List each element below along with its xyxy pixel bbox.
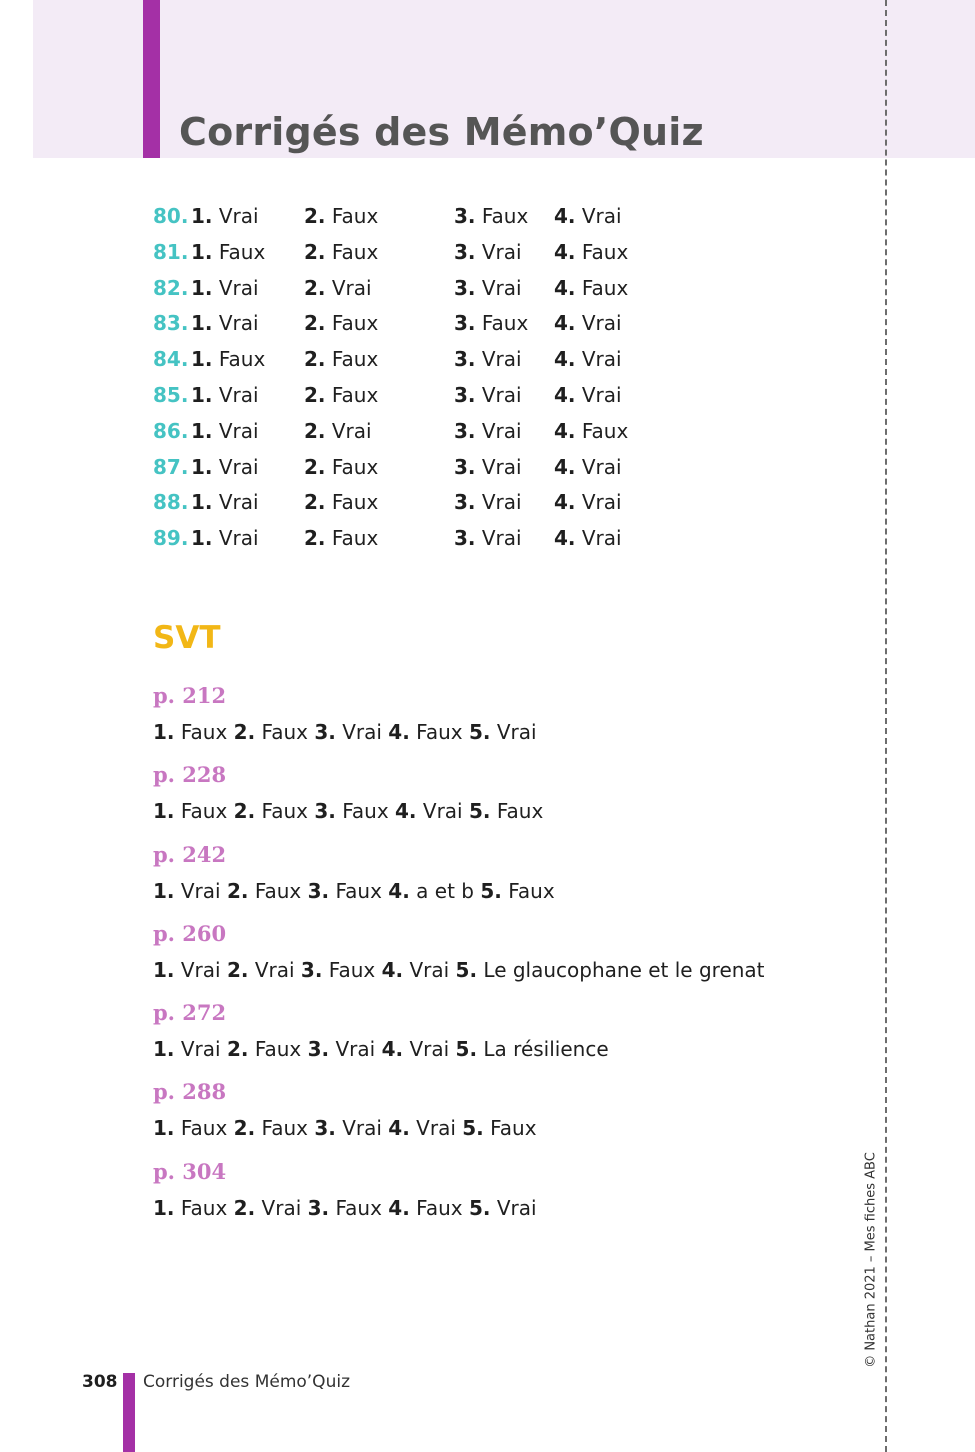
item-number: 2. (233, 1195, 256, 1220)
item-number: 2. (304, 347, 326, 372)
svt-answer-line (153, 875, 765, 907)
answer-value: Faux (581, 275, 629, 300)
item-number: 3. (307, 1037, 330, 1062)
answer-cell (191, 486, 259, 518)
answer-value: Vrai (481, 382, 522, 407)
answer-value: Vrai (335, 1037, 376, 1062)
answer-value: Faux (331, 490, 379, 515)
item-number: 2. (233, 1116, 256, 1141)
page-reference: p. 288 (153, 1079, 227, 1105)
item-number: 4. (388, 1116, 410, 1141)
page-title: Corrigés des Mémo’Quiz (179, 110, 704, 154)
item-number: 1. (153, 878, 175, 903)
page-reference: p. 272 (153, 1000, 227, 1026)
answer-value: Vrai (481, 526, 522, 551)
answer-value: Faux (261, 799, 308, 824)
item-number: 1. (191, 204, 213, 228)
svt-block (153, 680, 765, 759)
item-number: 1. (191, 490, 213, 515)
answer-value: Vrai (218, 490, 259, 515)
answer-value: Vrai (218, 275, 259, 300)
svt-block (153, 918, 765, 997)
svt-answer-line (153, 1192, 765, 1224)
item-number: 4. (554, 239, 576, 264)
answer-cell (191, 307, 259, 339)
answer-value: Faux (331, 204, 379, 228)
item-number: 2. (226, 957, 249, 982)
question-number: 86. (153, 418, 189, 443)
answer-cell (304, 486, 378, 518)
answer-value: Faux (496, 799, 544, 824)
item-number: 2. (304, 454, 326, 479)
item-number: 1. (153, 1037, 175, 1062)
answer-cell (454, 415, 522, 447)
answer-cell (454, 486, 522, 518)
answer-cell (304, 200, 378, 232)
item-number: 2. (233, 799, 256, 824)
item-number: 4. (388, 1195, 410, 1220)
answer-value: Vrai (409, 957, 450, 982)
answer-value: Vrai (409, 1037, 450, 1062)
svt-answer-list (153, 680, 765, 1235)
answer-value: Vrai (342, 1116, 382, 1141)
item-number: 3. (307, 1195, 330, 1220)
answer-value: Faux (481, 311, 529, 336)
answer-value: Faux (218, 239, 266, 264)
answer-value: Faux (581, 239, 629, 264)
svt-answer-line (153, 954, 765, 986)
answer-value: Faux (328, 957, 376, 982)
svt-answer-line (153, 1033, 765, 1065)
item-number: 4. (381, 957, 404, 982)
answer-value: Vrai (416, 1116, 456, 1141)
question-number: 84. (153, 347, 189, 372)
answer-value: Vrai (481, 418, 522, 443)
answer-cell (454, 307, 528, 339)
item-number: 3. (307, 878, 330, 903)
item-number: 4. (388, 720, 410, 744)
item-number: 3. (454, 382, 476, 407)
answer-value: Vrai (180, 878, 221, 903)
item-number: 3. (314, 1116, 336, 1141)
item-number: 5. (468, 799, 491, 824)
answer-value: Vrai (581, 526, 622, 551)
item-number: 3. (314, 720, 336, 744)
item-number: 4. (554, 526, 576, 551)
answer-value: Vrai (218, 454, 259, 479)
item-number: 1. (153, 1195, 175, 1220)
answer-value: Vrai (218, 204, 259, 228)
answer-cell (554, 236, 628, 268)
item-number: 4. (381, 1037, 404, 1062)
answer-cell (554, 200, 622, 232)
answer-cell (304, 343, 378, 375)
answer-value: Faux (331, 526, 379, 551)
answer-value: Faux (481, 204, 529, 228)
item-number: 1. (191, 239, 213, 264)
answer-value: Vrai (481, 454, 522, 479)
answer-value: Vrai (496, 1195, 537, 1220)
answer-value: Vrai (218, 526, 259, 551)
answer-value: Faux (581, 418, 629, 443)
answer-cell (304, 415, 372, 447)
answer-cell (304, 522, 378, 554)
item-number: 1. (153, 1116, 175, 1141)
svt-block (153, 759, 765, 838)
answer-cell (304, 451, 378, 483)
answer-value: Vrai (481, 490, 522, 515)
answer-cell (304, 236, 378, 268)
answer-value: Vrai (581, 347, 622, 372)
answer-cell (304, 379, 378, 411)
answer-cell (454, 522, 522, 554)
item-number: 1. (191, 311, 213, 336)
answer-cell (554, 307, 622, 339)
item-number: 2. (304, 526, 326, 551)
item-number: 5. (462, 1116, 484, 1141)
item-number: 2. (304, 418, 326, 443)
question-number: 89. (153, 526, 189, 551)
item-number: 3. (454, 204, 476, 228)
item-number: 4. (554, 204, 576, 228)
item-number: 2. (304, 275, 326, 300)
answer-value: Vrai (331, 275, 372, 300)
item-number: 2. (304, 239, 326, 264)
answer-value: Faux (218, 347, 266, 372)
item-number: 4. (554, 275, 576, 300)
answer-value: Vrai (581, 204, 622, 228)
item-number: 1. (191, 526, 213, 551)
item-number: 5. (455, 957, 478, 982)
item-number: 2. (304, 204, 326, 228)
item-number: 5. (468, 720, 491, 744)
cut-line (885, 0, 887, 1452)
answer-value: Faux (254, 1037, 302, 1062)
question-number: 85. (153, 382, 189, 407)
answer-value: Vrai (218, 418, 259, 443)
svt-block (153, 1156, 765, 1235)
answer-value: Vrai (581, 382, 622, 407)
answer-value: Le glaucophane et le grenat (483, 957, 765, 982)
answer-value: Vrai (581, 311, 622, 336)
question-number: 81. (153, 239, 189, 264)
item-number: 4. (554, 311, 576, 336)
answer-cell (191, 379, 259, 411)
page-reference: p. 304 (153, 1158, 227, 1184)
answer-cell (191, 522, 259, 554)
answer-value: Faux (342, 799, 389, 824)
answer-value: Vrai (180, 957, 221, 982)
answer-value: Faux (331, 347, 379, 372)
answer-value: Faux (335, 1195, 382, 1220)
answer-cell (191, 415, 259, 447)
answer-cell (554, 486, 622, 518)
item-number: 1. (191, 418, 213, 443)
item-number: 3. (454, 311, 476, 336)
answer-value: Vrai (180, 1037, 221, 1062)
svt-answer-line (153, 1112, 765, 1144)
question-number: 83. (153, 311, 189, 336)
item-number: 3. (454, 239, 476, 264)
item-number: 1. (191, 454, 213, 479)
svt-block (153, 839, 765, 918)
answer-cell (191, 200, 259, 232)
item-number: 3. (314, 799, 336, 824)
answer-value: Faux (335, 878, 382, 903)
answer-value: Vrai (331, 418, 372, 443)
answer-value: Faux (331, 239, 379, 264)
answer-value: Faux (416, 720, 463, 744)
item-number: 4. (395, 799, 417, 824)
item-number: 4. (554, 382, 576, 407)
answer-value: Vrai (342, 720, 382, 744)
answer-cell (554, 272, 628, 304)
svt-block (153, 1076, 765, 1155)
item-number: 4. (554, 418, 576, 443)
item-number: 2. (304, 382, 326, 407)
answer-value: Faux (490, 1116, 537, 1141)
answer-cell (191, 343, 265, 375)
answer-cell (554, 415, 628, 447)
item-number: 3. (300, 957, 323, 982)
answer-value: Vrai (496, 720, 537, 744)
page-reference: p. 228 (153, 762, 227, 788)
footer-page-number: 308 (82, 1372, 118, 1392)
answer-value: Vrai (261, 1195, 302, 1220)
answer-value: Faux (261, 1116, 308, 1141)
question-number: 87. (153, 454, 189, 479)
answer-value: Faux (180, 720, 228, 744)
answer-cell (554, 451, 622, 483)
footer-accent-bar (123, 1373, 135, 1452)
answer-value: Vrai (481, 239, 522, 264)
answer-value: Vrai (481, 347, 522, 372)
answer-value: Faux (261, 720, 308, 744)
answer-cell (191, 451, 259, 483)
item-number: 2. (304, 490, 326, 515)
answer-value: Faux (331, 454, 379, 479)
question-number: 80. (153, 204, 189, 228)
answer-cell (304, 272, 372, 304)
page-reference: p. 260 (153, 920, 227, 946)
question-number: 82. (153, 275, 189, 300)
answer-cell (454, 200, 528, 232)
item-number: 1. (153, 720, 175, 744)
answer-value: Vrai (218, 382, 259, 407)
header-accent-bar (143, 0, 160, 158)
answer-value: Faux (331, 311, 379, 336)
item-number: 5. (455, 1037, 478, 1062)
answer-value: Vrai (422, 799, 463, 824)
item-number: 4. (554, 347, 576, 372)
answer-cell (454, 272, 522, 304)
item-number: 1. (191, 275, 213, 300)
svt-answer-line (153, 795, 765, 827)
answer-cell (554, 522, 622, 554)
answer-cell (454, 236, 522, 268)
copyright-note: © Nathan 2021 – Mes fiches ABC (863, 1152, 879, 1368)
answer-value: Vrai (481, 275, 522, 300)
item-number: 4. (554, 454, 576, 479)
answer-value: Faux (180, 1116, 228, 1141)
answer-cell (304, 307, 378, 339)
answer-value: Vrai (218, 311, 259, 336)
item-number: 3. (454, 275, 476, 300)
svt-block (153, 997, 765, 1076)
answer-cell (454, 379, 522, 411)
section-title-svt: SVT (153, 620, 221, 656)
answer-value: Faux (180, 1195, 228, 1220)
item-number: 4. (388, 878, 410, 903)
item-number: 3. (454, 526, 476, 551)
answer-cell (554, 343, 622, 375)
answer-cell (454, 343, 522, 375)
answer-cell (191, 272, 259, 304)
item-number: 3. (454, 454, 476, 479)
answer-value: Faux (508, 878, 555, 903)
svt-answer-line (153, 716, 765, 748)
answer-value: Faux (254, 878, 302, 903)
page-reference: p. 242 (153, 841, 227, 867)
answer-cell (454, 451, 522, 483)
item-number: 1. (191, 347, 213, 372)
answer-cell (554, 379, 622, 411)
item-number: 2. (226, 1037, 249, 1062)
item-number: 1. (153, 957, 175, 982)
item-number: 2. (304, 311, 326, 336)
item-number: 3. (454, 490, 476, 515)
item-number: 5. (480, 878, 502, 903)
item-number: 5. (468, 1195, 491, 1220)
item-number: 1. (191, 382, 213, 407)
answer-value: Vrai (254, 957, 295, 982)
answer-value: Faux (416, 1195, 463, 1220)
answer-value: La résilience (483, 1037, 609, 1062)
item-number: 1. (153, 799, 175, 824)
item-number: 3. (454, 418, 476, 443)
item-number: 2. (226, 878, 249, 903)
answer-value: a et b (416, 878, 474, 903)
question-number: 88. (153, 490, 189, 515)
answer-value: Vrai (581, 454, 622, 479)
page-reference: p. 212 (153, 683, 227, 708)
item-number: 4. (554, 490, 576, 515)
item-number: 3. (454, 347, 476, 372)
item-number: 2. (233, 720, 256, 744)
answer-value: Vrai (581, 490, 622, 515)
footer-title: Corrigés des Mémo’Quiz (143, 1372, 350, 1392)
answer-value: Faux (180, 799, 228, 824)
answer-value: Faux (331, 382, 379, 407)
answer-cell (191, 236, 265, 268)
